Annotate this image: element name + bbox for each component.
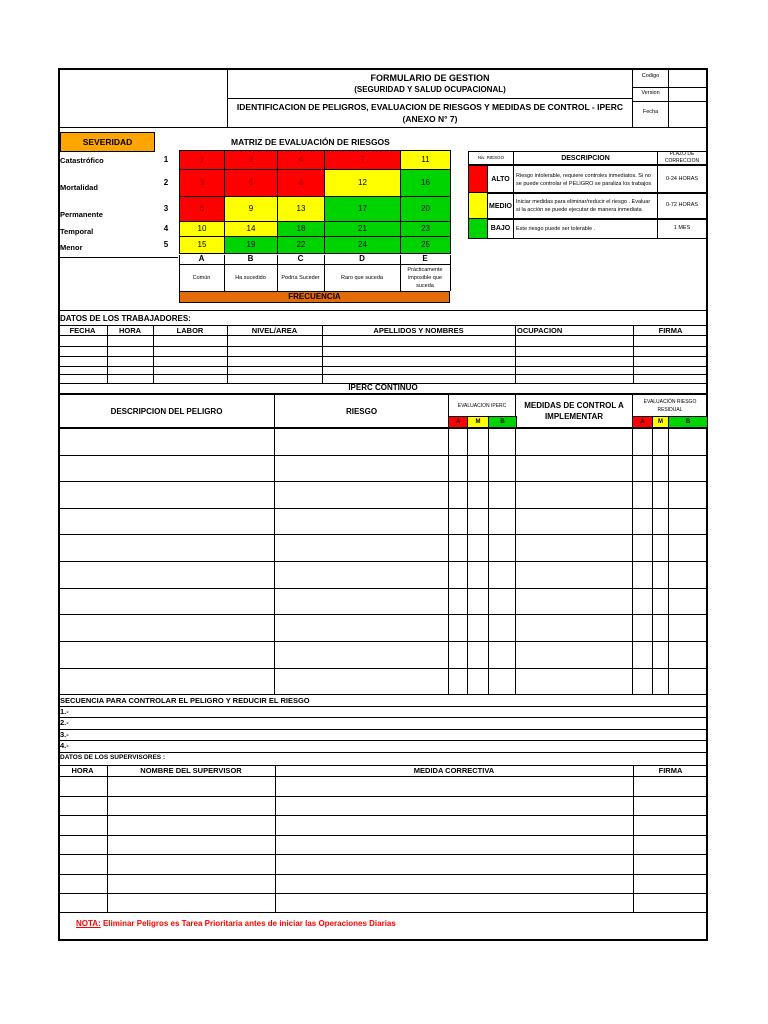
legend-level: BAJO	[487, 218, 514, 239]
iperc-cell-input[interactable]	[468, 589, 487, 613]
legend-color-swatch	[468, 192, 488, 220]
frequency-letter: C	[297, 254, 304, 263]
iperc-cell-input[interactable]	[669, 589, 707, 613]
iperc-cell-input[interactable]	[275, 509, 447, 533]
riesgo-header: RIESGO	[274, 394, 449, 428]
iperc-cell-input[interactable]	[669, 615, 707, 640]
iperc-cell-input[interactable]	[489, 509, 514, 533]
workers-cell-input[interactable]	[634, 347, 707, 356]
iperc-cell-input[interactable]	[669, 642, 707, 667]
iperc-cell-input[interactable]	[468, 535, 487, 560]
supervisors-cell-input[interactable]	[276, 894, 632, 911]
risk-cell: 22	[277, 236, 325, 254]
workers-cell-input[interactable]	[154, 357, 226, 366]
iperc-amb-b: B	[488, 416, 517, 428]
workers-cell-input[interactable]	[516, 367, 632, 374]
workers-row-line	[58, 374, 708, 375]
workers-cell-input[interactable]	[228, 336, 321, 346]
secuencia-line	[58, 752, 708, 753]
secuencia-item-input[interactable]	[76, 730, 706, 739]
supervisors-cell-input[interactable]	[634, 816, 707, 834]
descripcion-peligro-header: DESCRIPCION DEL PELIGRO	[58, 394, 275, 428]
severity-number: 4	[163, 223, 169, 233]
workers-cell-input[interactable]	[516, 347, 632, 356]
supervisors-cell-input[interactable]	[634, 894, 707, 911]
iperc-cell-input[interactable]	[59, 456, 273, 480]
workers-header: FECHA	[69, 326, 96, 335]
iperc-cell-input[interactable]	[669, 456, 707, 480]
supervisors-header: HORA	[71, 766, 94, 775]
workers-cell-input[interactable]	[154, 367, 226, 374]
iperc-cell-input[interactable]	[468, 456, 487, 480]
risk-cell: 13	[277, 196, 325, 222]
frequency-description: Ha sucedido	[235, 275, 266, 281]
secuencia-item-label: 4.-	[60, 741, 69, 750]
supervisors-cell-input[interactable]	[108, 855, 274, 873]
workers-header: APELLIDOS Y NOMBRES	[373, 326, 464, 335]
workers-header: LABOR	[176, 326, 204, 335]
workers-cell-input[interactable]	[108, 336, 152, 346]
workers-cell-input[interactable]	[323, 336, 514, 346]
severidad-label: SEVERIDAD	[60, 132, 155, 152]
iperc-cell-input[interactable]	[669, 562, 707, 587]
iperc-cell-input[interactable]	[669, 509, 707, 533]
workers-cell-input[interactable]	[59, 336, 106, 346]
supervisors-cell-input[interactable]	[276, 875, 632, 892]
workers-header: NIVEL/AREA	[251, 326, 298, 335]
severity-label: Mortalidad	[60, 183, 98, 192]
secuencia-title: SECUENCIA PARA CONTROLAR EL PELIGRO Y REDUCIR EL RIESGO	[60, 696, 310, 705]
iperc-cell-input[interactable]	[633, 482, 651, 507]
note	[76, 920, 396, 928]
workers-section-title: DATOS DE LOS TRABAJADORES:	[60, 314, 191, 323]
iperc-cell-input[interactable]	[59, 509, 273, 533]
supervisors-cell-input[interactable]	[276, 797, 632, 814]
workers-header: OCUPACION	[517, 326, 563, 335]
frequency-letter: A	[198, 254, 205, 263]
iperc-cell-input[interactable]	[516, 669, 631, 693]
workers-cell-input[interactable]	[323, 367, 514, 374]
iperc-cell-input[interactable]	[633, 429, 651, 454]
frequency-col-line	[450, 255, 451, 291]
frequency-col-line	[400, 255, 401, 291]
fecha-label: Fecha	[642, 109, 659, 115]
secuencia-item-label: 2.-	[60, 718, 69, 727]
iperc-cell-input[interactable]	[516, 456, 631, 480]
supervisors-cell-input[interactable]	[59, 777, 106, 795]
frequency-description: Podría Suceder	[281, 275, 320, 281]
iperc-cell-input[interactable]	[516, 562, 631, 587]
risk-cell: 1	[179, 150, 225, 170]
risk-cell: 3	[179, 169, 225, 197]
iperc-cell-input[interactable]	[59, 615, 273, 640]
iperc-title: IPERC CONTINUO	[348, 383, 418, 392]
severity-label: Permanente	[60, 210, 103, 219]
iperc-cell-input[interactable]	[516, 429, 631, 454]
legend-descripcion-header: DESCRIPCION	[513, 151, 658, 165]
iperc-cell-input[interactable]	[489, 562, 514, 587]
supervisors-cell-input[interactable]	[634, 777, 707, 795]
matrix-left-divider	[58, 257, 178, 258]
residual-amb-b: B	[668, 416, 708, 428]
iperc-cell-input[interactable]	[449, 642, 466, 667]
header-bottom	[58, 127, 708, 128]
iperc-cell-input[interactable]	[653, 642, 667, 667]
iperc-cell-input[interactable]	[468, 669, 487, 693]
secuencia-item-input[interactable]	[76, 718, 706, 728]
legend-level: MEDIO	[487, 192, 514, 220]
iperc-cell-input[interactable]	[633, 535, 651, 560]
supervisors-cell-input[interactable]	[276, 836, 632, 853]
supervisors-cell-input[interactable]	[634, 855, 707, 873]
supervisors-cell-input[interactable]	[634, 836, 707, 853]
workers-cell-input[interactable]	[634, 367, 707, 374]
iperc-cell-input[interactable]	[449, 615, 466, 640]
iperc-cell-input[interactable]	[275, 456, 447, 480]
iperc-cell-input[interactable]	[275, 642, 447, 667]
iperc-cell-input[interactable]	[449, 456, 466, 480]
supervisors-cell-input[interactable]	[108, 894, 274, 911]
iperc-amb-m: M	[467, 416, 489, 428]
risk-cell: 8	[277, 169, 325, 197]
iperc-cell-input[interactable]	[489, 429, 514, 454]
iperc-cell-input[interactable]	[669, 669, 707, 693]
workers-cell-input[interactable]	[108, 357, 152, 366]
supervisors-cell-input[interactable]	[59, 855, 106, 873]
severity-label: Catastrófico	[60, 156, 104, 165]
supervisors-cell-input[interactable]	[634, 797, 707, 814]
supervisors-cell-input[interactable]	[59, 836, 106, 853]
supervisors-row-line	[58, 912, 708, 913]
frequency-letter: E	[422, 254, 428, 263]
iperc-cell-input[interactable]	[275, 615, 447, 640]
risk-cell: 15	[179, 236, 225, 254]
risk-cell: 25	[400, 236, 451, 254]
risk-cell: 21	[324, 221, 401, 237]
matrix-title: MATRIZ DE EVALUACIÓN DE RIESGOS	[231, 137, 390, 147]
frequency-col-line	[277, 255, 278, 291]
severity-number: 1	[163, 154, 169, 164]
frequency-col-line	[324, 255, 325, 291]
frequency-letter: D	[359, 254, 365, 263]
iperc-cell-input[interactable]	[653, 535, 667, 560]
frequency-letter: B	[247, 254, 254, 263]
workers-cell-input[interactable]	[634, 336, 707, 346]
supervisors-cell-input[interactable]	[108, 797, 274, 814]
iperc-cell-input[interactable]	[633, 589, 651, 613]
iperc-cell-input[interactable]	[669, 482, 707, 507]
iperc-cell-input[interactable]	[489, 642, 514, 667]
iperc-cell-input[interactable]	[489, 482, 514, 507]
iperc-cell-input[interactable]	[516, 509, 631, 533]
risk-cell: 11	[400, 150, 451, 170]
workers-cell-input[interactable]	[634, 357, 707, 366]
iperc-cell-input[interactable]	[516, 642, 631, 667]
iperc-cell-input[interactable]	[633, 562, 651, 587]
supervisors-header: FIRMA	[658, 766, 683, 775]
iperc-cell-input[interactable]	[516, 535, 631, 560]
risk-cell: 19	[224, 236, 278, 254]
risk-cell: 5	[224, 169, 278, 197]
risk-cell: 12	[324, 169, 401, 197]
iperc-cell-input[interactable]	[653, 456, 667, 480]
iperc-cell-input[interactable]	[633, 669, 651, 693]
frequency-description: Común	[192, 275, 211, 281]
workers-cell-input[interactable]	[228, 347, 321, 356]
secuencia-item-input[interactable]	[76, 741, 706, 751]
secuencia-item-label: 1.-	[60, 707, 69, 716]
iperc-cell-input[interactable]	[468, 509, 487, 533]
legend-level: ALTO	[487, 165, 514, 194]
severity-number: 3	[163, 203, 169, 213]
frecuencia-label: FRECUENCIA	[179, 291, 450, 303]
header-meta-row2	[632, 101, 707, 102]
severity-label: Temporal	[60, 227, 94, 236]
iperc-cell-input[interactable]	[59, 482, 273, 507]
supervisors-cell-input[interactable]	[59, 816, 106, 834]
risk-cell: 14	[224, 221, 278, 237]
iperc-cell-input[interactable]	[468, 562, 487, 587]
risk-cell: 18	[277, 221, 325, 237]
legend-color-swatch	[468, 218, 488, 239]
workers-cell-input[interactable]	[228, 367, 321, 374]
residual-amb-a: A	[632, 416, 653, 428]
supervisors-cell-input[interactable]	[634, 875, 707, 892]
workers-cell-input[interactable]	[323, 357, 514, 366]
frequency-col-line	[179, 255, 180, 291]
iperc-cell-input[interactable]	[275, 482, 447, 507]
iperc-cell-input[interactable]	[489, 456, 514, 480]
iperc-amb-a: A	[448, 416, 468, 428]
iperc-cell-input[interactable]	[633, 456, 651, 480]
supervisors-header: MEDIDA CORRECTIVA	[413, 766, 495, 775]
iperc-cell-input[interactable]	[633, 615, 651, 640]
legend-plazo: 1 MES	[657, 218, 707, 239]
version-label: Version	[641, 90, 660, 96]
iperc-cell-input[interactable]	[489, 535, 514, 560]
iperc-cell-input[interactable]	[468, 642, 487, 667]
risk-cell: 16	[400, 169, 451, 197]
frequency-col-line	[224, 255, 225, 291]
header-title-divider	[227, 98, 632, 99]
iperc-cell-input[interactable]	[489, 589, 514, 613]
supervisors-section-title: DATOS DE LOS SUPERVISORES :	[60, 754, 166, 761]
risk-cell: 20	[400, 196, 451, 222]
header-meta-row1	[632, 87, 707, 88]
iperc-cell-input[interactable]	[669, 429, 707, 454]
risk-cell: 4	[277, 150, 325, 170]
risk-cell: 7	[324, 150, 401, 170]
iperc-cell-input[interactable]	[468, 482, 487, 507]
iperc-cell-input[interactable]	[59, 535, 273, 560]
iperc-cell-input[interactable]	[653, 669, 667, 693]
severity-label: Menor	[60, 243, 83, 252]
supervisors-cell-input[interactable]	[276, 816, 632, 834]
supervisors-cell-input[interactable]	[108, 777, 274, 795]
iperc-cell-input[interactable]	[468, 429, 487, 454]
iperc-cell-input[interactable]	[275, 589, 447, 613]
iperc-cell-input[interactable]	[468, 615, 487, 640]
supervisors-cell-input[interactable]	[59, 875, 106, 892]
iperc-cell-input[interactable]	[59, 562, 273, 587]
iperc-cell-input[interactable]	[653, 589, 667, 613]
legend-description: Este riesgo puede ser tolerable .	[513, 218, 658, 239]
workers-header: FIRMA	[658, 326, 683, 335]
secuencia-item-input[interactable]	[76, 707, 706, 716]
workers-cell-input[interactable]	[228, 357, 321, 366]
iperc-cell-input[interactable]	[449, 429, 466, 454]
iperc-cell-input[interactable]	[449, 562, 466, 587]
legend-color-swatch	[468, 165, 488, 194]
legend-plazo: 0-24 HORAS	[657, 165, 707, 194]
risk-cell: 10	[179, 221, 225, 237]
evaluacion-iperc-header: EVALUACION IPERC	[448, 394, 516, 417]
risk-cell: 2	[224, 150, 278, 170]
iperc-cell-input[interactable]	[275, 535, 447, 560]
iperc-row-line	[58, 694, 708, 695]
supervisors-cell-input[interactable]	[108, 836, 274, 853]
iperc-cell-input[interactable]	[275, 562, 447, 587]
workers-cell-input[interactable]	[516, 336, 632, 346]
iperc-cell-input[interactable]	[633, 509, 651, 533]
iperc-cell-input[interactable]	[449, 589, 466, 613]
workers-cell-input[interactable]	[59, 367, 106, 374]
medidas-control-header: MEDIDAS DE CONTROL A IMPLEMENTAR	[515, 394, 633, 428]
workers-cell-input[interactable]	[154, 347, 226, 356]
form-subtitle: (SEGURIDAD Y SALUD OCUPACIONAL)	[354, 85, 506, 94]
frequency-description: Raro que suceda	[341, 275, 383, 281]
workers-cell-input[interactable]	[154, 336, 226, 346]
codigo-label: Codigo	[641, 73, 660, 79]
iperc-cell-input[interactable]	[59, 589, 273, 613]
iperc-cell-input[interactable]	[275, 429, 447, 454]
header-meta-value-divider	[668, 69, 669, 127]
severity-number: 5	[163, 239, 169, 249]
secuencia-item-label: 3.-	[60, 730, 69, 739]
legend-description: Riesgo intolerable, requiere controles inmediatos. Si no se puede controlar el PELIGRO se paraliza los trabajos	[513, 165, 658, 194]
legend-plazo: 0-72 HORAS	[657, 192, 707, 220]
risk-cell: 24	[324, 236, 401, 254]
risk-cell: 9	[224, 196, 278, 222]
iperc-cell-input[interactable]	[653, 429, 667, 454]
iperc-cell-input[interactable]	[489, 669, 514, 693]
iperc-cell-input[interactable]	[516, 615, 631, 640]
form-title: FORMULARIO DE GESTION	[370, 73, 490, 83]
iperc-cell-input[interactable]	[653, 615, 667, 640]
risk-cell: 6	[179, 196, 225, 222]
workers-cell-input[interactable]	[323, 347, 514, 356]
workers-header: HORA	[118, 326, 142, 335]
workers-cell-input[interactable]	[59, 357, 106, 366]
iperc-cell-input[interactable]	[516, 482, 631, 507]
severity-number: 2	[163, 177, 169, 187]
note-label: NOTA:	[76, 919, 101, 928]
supervisors-cell-input[interactable]	[59, 894, 106, 911]
iperc-cell-input[interactable]	[449, 482, 466, 507]
iperc-cell-input[interactable]	[653, 562, 667, 587]
supervisors-header: NOMBRE DEL SUPERVISOR	[140, 766, 242, 775]
evaluacion-residual-header: EVALUACIÓN RIESGO RESIDUAL	[632, 394, 708, 417]
matrix-section-bottom	[58, 310, 708, 311]
workers-cell-input[interactable]	[108, 347, 152, 356]
supervisors-cell-input[interactable]	[108, 875, 274, 892]
iperc-cell-input[interactable]	[449, 509, 466, 533]
risk-cell: 17	[324, 196, 401, 222]
document-title: IDENTIFICACION DE PELIGROS, EVALUACION DE RIESGOS Y MEDIDAS DE CONTROL - IPERC (ANEXO N° 7)	[236, 102, 624, 124]
workers-cell-input[interactable]	[59, 347, 106, 356]
legend-description: Iniciar medidas para eliminar/reducir el riesgo . Evaluar si la acción se puede ejecutar de manera inmediata	[513, 192, 658, 220]
supervisors-cell-input[interactable]	[108, 816, 274, 834]
note-text: Eliminar Peligros es Tarea Prioritaria antes de iniciar las Operaciones Diarias	[100, 919, 396, 928]
iperc-cell-input[interactable]	[59, 669, 273, 693]
residual-amb-m: M	[652, 416, 669, 428]
iperc-cell-input[interactable]	[669, 535, 707, 560]
iperc-cell-input[interactable]	[59, 642, 273, 667]
workers-cell-input[interactable]	[516, 357, 632, 366]
iperc-cell-input[interactable]	[449, 535, 466, 560]
risk-cell: 23	[400, 221, 451, 237]
workers-cell-input[interactable]	[108, 367, 152, 374]
iperc-cell-input[interactable]	[489, 615, 514, 640]
iperc-cell-input[interactable]	[653, 482, 667, 507]
legend-plazo-header: PLAZO DE CORRECCION	[657, 151, 707, 165]
supervisors-cell-input[interactable]	[276, 777, 632, 795]
iperc-cell-input[interactable]	[59, 429, 273, 454]
iperc-cell-input[interactable]	[653, 509, 667, 533]
iperc-cell-input[interactable]	[275, 669, 447, 693]
legend-nivel-header: Niv. RIESGO	[468, 151, 514, 165]
frequency-description: Prácticamente imposible que suceda	[407, 267, 443, 289]
supervisors-cell-input[interactable]	[59, 797, 106, 814]
iperc-cell-input[interactable]	[516, 589, 631, 613]
iperc-cell-input[interactable]	[449, 669, 466, 693]
iperc-cell-input[interactable]	[633, 642, 651, 667]
supervisors-cell-input[interactable]	[276, 855, 632, 873]
